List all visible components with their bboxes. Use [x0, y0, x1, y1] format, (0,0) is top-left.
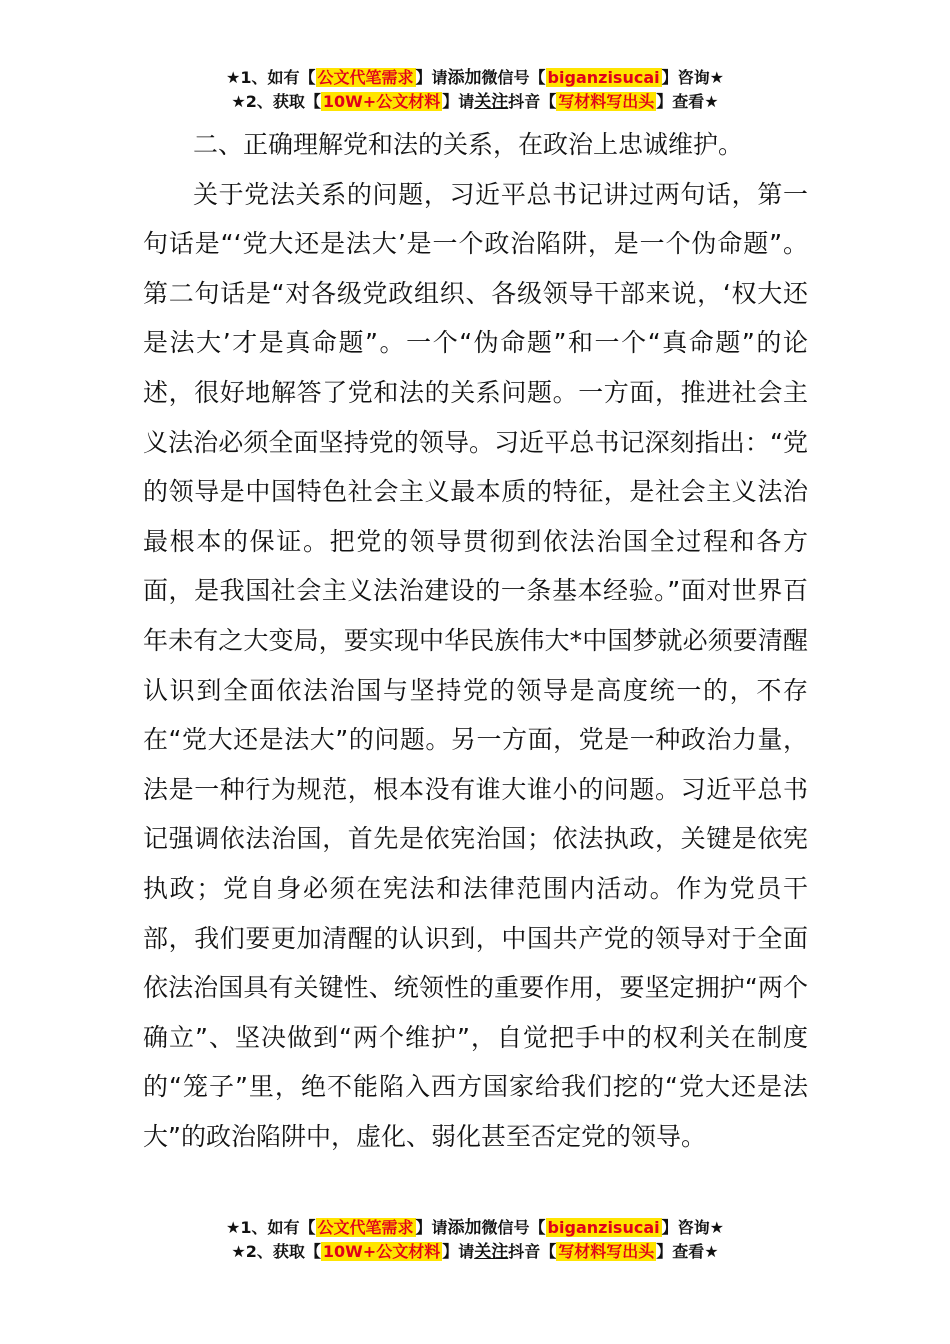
footer-line-1-mid-2: 微信号【 [481, 1218, 546, 1237]
follow-emphasis: 关注 [474, 92, 509, 112]
header-line-1-prefix: 1、如有【 [240, 68, 316, 87]
body-paragraph: 关于党法关系的问题，习近平总书记讲过两句话，第一句话是“‘党大还是法大’是一个政治陷阱，是一个伪命题”。第二句话是“对各级党政组织、各级领导干部来说，‘权大还是法大’才是真命题”。一个“伪命题”和一个“真命题”的论述，很好地解答了党和法的关系问题。一方面，推进社会主义法治必须全面坚持党的领导。习近平总书记深刻指出：“党的领导是中国特色社会主义最本质的特征，是社会主义法治最根本的保证。把党的领导贯彻到依法治国全过程和各方面，是我国社会主义法治建设的一条基本经验。”面对世界百年未有之大变局，要实现中华民族伟大*中国梦就必须要清醒认识到全面依法治国与坚持党的领导是高度统一的，不存在“党大还是法大”的问题。另一方面，党是一种政治力量，法是一种行为规范，根本没有谁大谁小的问题。习近平总书记强调依法治国，首先是依宪治国；依法执政，关键是依宪执政；党自身必须在宪法和法律范围内活动。作为党员干部，我们要更加清醒的认识到，中国共产党的领导对于全面依法治国具有关键性、统领性的重要作用，要坚定拥护“两个确立”、坚决做到“两个维护”，自觉把手中的权利关在制度的“笼子”里，绝不能陷入西方国家给我们挖的“党大还是法大”的政治陷阱中，虚化、弱化甚至否定党的领导。 [143, 179, 808, 1151]
add-emphasis: 添加 [447, 1218, 482, 1238]
header-line-1 [0, 66, 950, 90]
ghostwriting-highlight: 公文代笔需求 [317, 1218, 414, 1237]
header-line-1-suffix: 】咨询★ [661, 68, 724, 87]
header-line-1-mid-2: 微信号【 [481, 68, 546, 87]
wechat-id-highlight: biganzisucai [547, 68, 660, 87]
footer-line-2-prefix: 2、获取【 [245, 1242, 321, 1261]
douyin-account-highlight: 写材料写出头 [558, 1242, 655, 1261]
header-line-1-mid-1: 】请 [415, 68, 448, 87]
wechat-id-highlight: biganzisucai [547, 1218, 660, 1237]
footer-banner [0, 1216, 950, 1264]
add-emphasis: 添加 [447, 68, 482, 88]
header-line-2-mid-1: 】请 [442, 92, 475, 111]
follow-emphasis: 关注 [474, 1242, 509, 1262]
star-icon: ★ [226, 1218, 241, 1237]
header-banner [0, 66, 950, 114]
star-icon: ★ [231, 1242, 246, 1261]
footer-line-2 [0, 1240, 950, 1264]
materials-highlight: 10W+公文材料 [322, 1242, 441, 1261]
header-line-2 [0, 90, 950, 114]
section-heading: 二、正确理解党和法的关系，在政治上忠诚维护。 [193, 130, 744, 159]
star-icon: ★ [226, 68, 241, 87]
footer-line-1-suffix: 】咨询★ [661, 1218, 724, 1237]
footer-line-1 [0, 1216, 950, 1240]
footer-line-2-mid-1: 】请 [442, 1242, 475, 1261]
document-body [143, 120, 808, 1161]
materials-highlight: 10W+公文材料 [322, 92, 441, 111]
footer-line-2-mid-2: 抖音【 [508, 1242, 557, 1261]
header-line-2-suffix: 】查看★ [656, 92, 719, 111]
ghostwriting-highlight: 公文代笔需求 [317, 68, 414, 87]
header-line-2-prefix: 2、获取【 [245, 92, 321, 111]
douyin-account-highlight: 写材料写出头 [558, 92, 655, 111]
footer-line-1-prefix: 1、如有【 [240, 1218, 316, 1237]
footer-line-1-mid-1: 】请 [415, 1218, 448, 1237]
star-icon: ★ [231, 92, 246, 111]
header-line-2-mid-2: 抖音【 [508, 92, 557, 111]
footer-line-2-suffix: 】查看★ [656, 1242, 719, 1261]
